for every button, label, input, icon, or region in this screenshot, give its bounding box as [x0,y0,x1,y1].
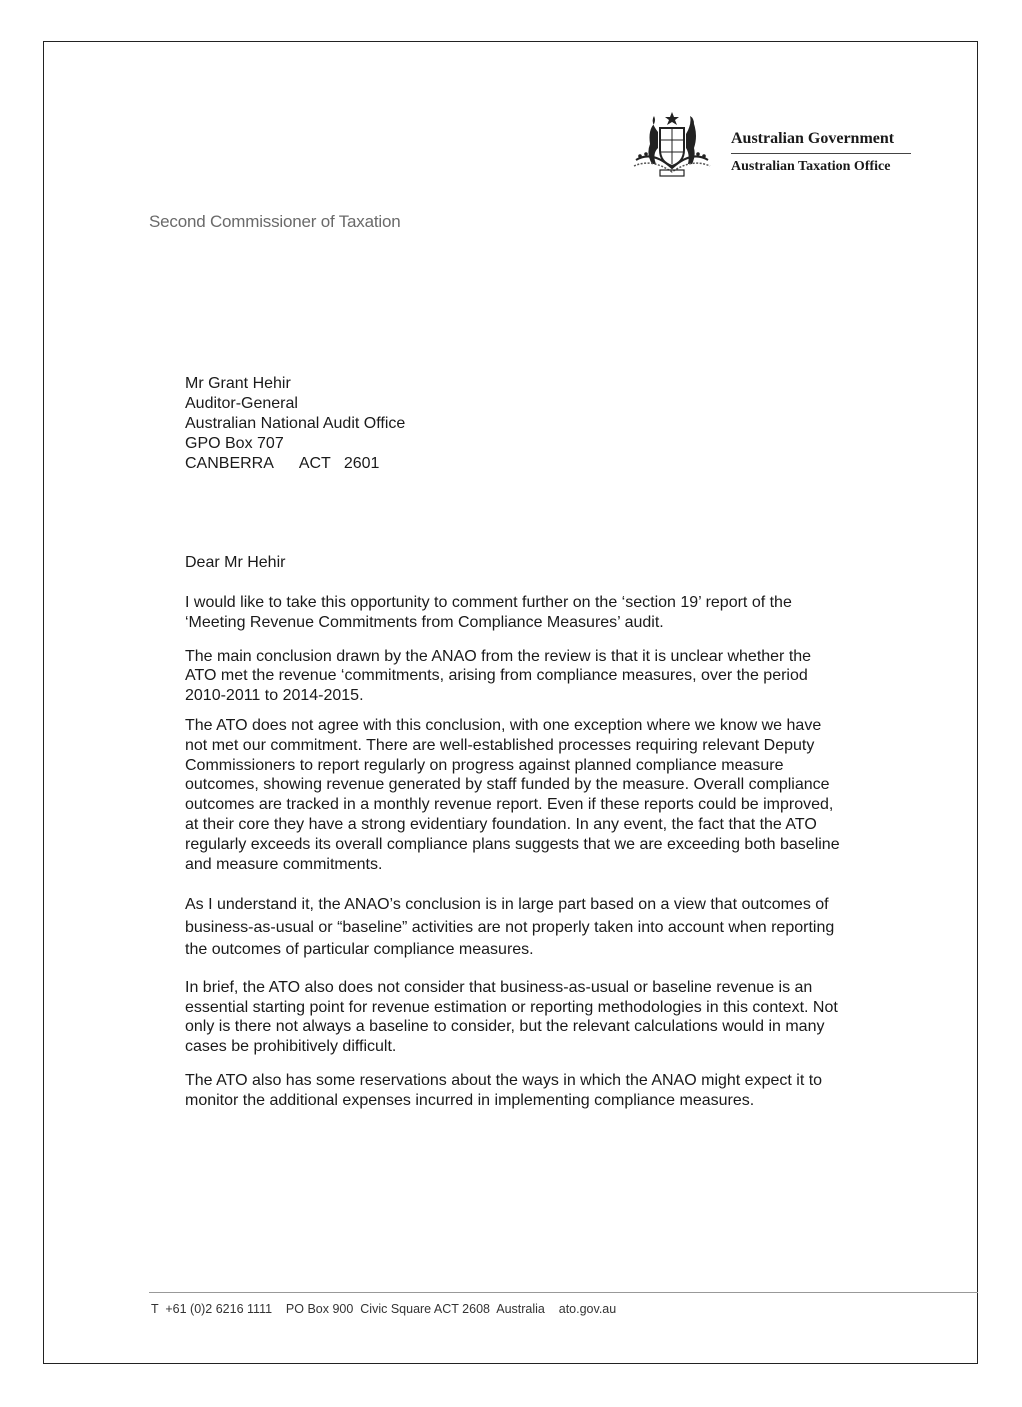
salutation: Dear Mr Hehir [185,554,286,571]
paragraph: The ATO does not agree with this conclusion, with one exception where we know we have not met our commitment. There are well-established processes requiring relevant Deputy Commissioners to report regularly on progress against planned compliance measure outcomes, showing revenue generated by staff funded by the measure. Overall compliance outcomes are tracked in a monthly revenue report. Even if these reports could be improved, at their core they have a strong evidentiary foundation. In any event, the fact that the ATO regularly exceeds its overall compliance plans suggests that we are exceeding both baseline and measure commitments. [185,716,840,873]
paragraph: I would like to take this opportunity to comment further on the ‘section 19’ report of the ‘Meeting Revenue Commitments from Compliance Measures’ audit. [185,594,792,631]
coat-of-arms-icon [632,110,712,182]
office-title: Second Commissioner of Taxation [149,212,401,231]
government-name: Australian Government [731,129,911,154]
address-line: Auditor-General [185,395,298,412]
recipient-address [185,374,405,474]
paragraph: In brief, the ATO also does not consider that business-as-usual or baseline revenue is an essential starting point for revenue estimation or reporting methodologies in this context. Not only is there not always a baseline to consider, but the relevant calculations would in many cases be prohibitively difficult. [185,978,838,1056]
footer-contact: T +61 (0)2 6216 1111 PO Box 900 Civic Square ACT 2608 Australia ato.gov.au [151,1302,617,1316]
paragraph: As I understand it, the ANAO’s conclusion is in large part based on a view that outcomes of business-as-usual or “baseline” activities are not properly taken into account when reporting the outcomes of particular compliance measures. [185,896,835,959]
paragraph: The main conclusion drawn by the ANAO from the review is that it is unclear whether the ATO met the revenue ‘commitments, arising from compliance measures, over the period 2010-2011 to 2014-2015. [185,647,812,705]
address-line: Mr Grant Hehir [185,375,291,392]
address-line: GPO Box 707 [185,435,284,452]
government-wordmark [731,129,911,176]
address-line: Australian National Audit Office [185,415,406,432]
agency-name: Australian Taxation Office [731,159,891,174]
footer-divider [149,1292,978,1293]
address-line: CANBERRA ACT 2601 [185,455,380,472]
letter-body [185,593,845,1125]
paragraph: The ATO also has some reservations about the ways in which the ANAO might expect it to monitor the additional expenses incurred in implementing compliance measures. [185,1072,823,1109]
